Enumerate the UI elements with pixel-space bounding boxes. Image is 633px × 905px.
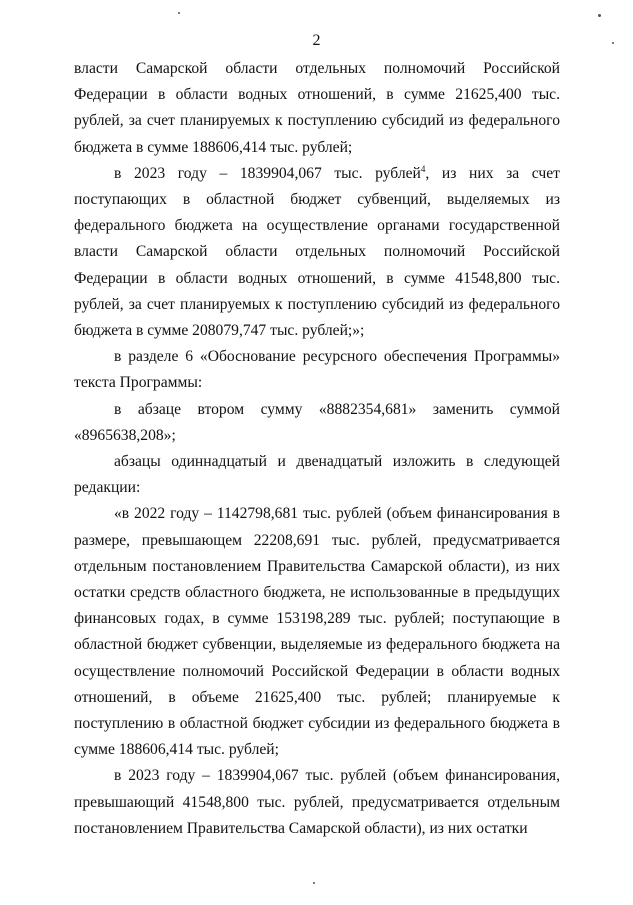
paragraph-2023-funding bbox=[74, 161, 560, 344]
scan-speck bbox=[598, 14, 601, 17]
paragraph-2023-new-text: в 2023 году – 1839904,067 тыс. рублей (объем финансирования, превышающий 41548,800 тыс. рублей, предусматривается отдельным постановлением Правительства Самарской области), из них остатки bbox=[74, 767, 560, 837]
paragraph-2023-text-after: , из них за счет поступающих в областной бюджет субвенций, выделяемых из федерального бюджета на осуществление органами государственной власти Самарской области отдельных полномочий Российской Федерации в области водных отношений, в сумме 41548,800 тыс. рублей, за счет планируемых к поступлению субсидий из федерального бюджета в сумме 208079,747 тыс. рублей;»; bbox=[74, 164, 560, 340]
page-number: 2 bbox=[312, 32, 321, 49]
paragraph-2023-text-before: в 2023 году – 1839904,067 тыс. рублей bbox=[114, 164, 421, 182]
paragraph-continuation: власти Самарской области отдельных полномочий Российской Федерации в области водных отношений, в сумме 21625,400 тыс. рублей, за счет планируемых к поступлению субсидий из федерального бюджета в сумме 188606,414 тыс. рублей; bbox=[74, 60, 560, 156]
paragraph-second-abzac: в абзаце втором сумму «8882354,681» заменить суммой «8965638,208»; bbox=[74, 400, 560, 444]
scan-speck bbox=[612, 42, 614, 44]
document-body bbox=[74, 56, 560, 842]
footnote-marker: 4 bbox=[420, 163, 426, 174]
paragraph-abzacy-11-12: абзацы одиннадцатый и двенадцатый изложить в следующей редакции: bbox=[74, 453, 560, 497]
scan-speck bbox=[313, 882, 315, 884]
paragraph-2022-new-text: «в 2022 году – 1142798,681 тыс. рублей (объем финансирования в размере, превышающем 22208,691 тыс. рублей, предусматривается отдельным постановлением Правительства Самарской области), из них остатки средств областного бюджета, не использованные в предыдущих финансовых годах, в сумме 153198,289 тыс. рублей; поступающие в областной бюджет субвенции, выделяемые из федерального бюджета на осуществление полномочий Российской Федерации в области водных отношений, в объеме 21625,400 тыс. рублей; планируемые к поступлению в областной бюджет субсидии из федерального бюджета в сумме 188606,414 тыс. рублей; bbox=[74, 505, 560, 759]
scan-speck bbox=[178, 12, 180, 14]
paragraph-section-6: в разделе 6 «Обоснование ресурсного обеспечения Программы» текста Программы: bbox=[74, 348, 560, 392]
